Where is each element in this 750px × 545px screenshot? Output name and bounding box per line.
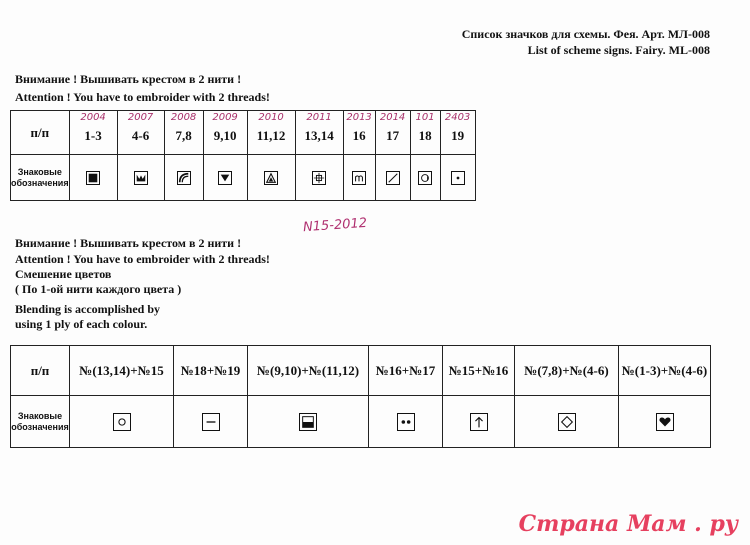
- column-number-cell: [164, 111, 203, 155]
- blend-label-cell: №(13,14)+№15: [70, 346, 174, 396]
- tulip-icon: [134, 171, 148, 185]
- number-label: 18: [418, 127, 432, 143]
- two-dots-icon: [397, 413, 415, 431]
- symbol-cell: [369, 396, 443, 448]
- blend-en-1: Blending is accomplished by: [15, 302, 161, 316]
- symbol-cell: [70, 396, 174, 448]
- blend-table: [10, 345, 711, 448]
- blend-ru-note: ( По 1-ой нити каждого цвета ): [15, 282, 182, 296]
- up-arrow-icon: [470, 413, 488, 431]
- symbol-cell: [515, 396, 619, 448]
- blend-ru: Смешение цветов: [15, 267, 112, 281]
- filled-square-icon: [86, 171, 100, 185]
- half-filled-square-icon: [299, 413, 317, 431]
- symbol-cell: [117, 155, 164, 201]
- up-triangle-icon: [264, 171, 278, 185]
- column-number-cell: [203, 111, 247, 155]
- symbol-cell: [375, 155, 410, 201]
- symbol-cell: [443, 396, 515, 448]
- handwritten-code: 2007: [127, 112, 154, 123]
- row-header-cell: п/п: [11, 346, 70, 396]
- warning-en-1: Attention ! You have to embroider with 2 threads!: [15, 90, 270, 104]
- column-number-cell: [247, 111, 295, 155]
- header-title-en: List of scheme signs. Fairy. ML-008: [527, 43, 710, 57]
- blend-label-cell: №15+№16: [443, 346, 515, 396]
- column-number-cell: [295, 111, 343, 155]
- warning-ru-1: Внимание ! Вышивать крестом в 2 нити !: [15, 72, 242, 86]
- number-label: 9,10: [213, 127, 237, 143]
- at-sign-icon: [418, 171, 432, 185]
- letter-m-icon: [352, 171, 366, 185]
- minus-icon: [202, 413, 220, 431]
- handwritten-code: 2403: [444, 112, 471, 123]
- handwritten-code: 2004: [80, 112, 106, 123]
- row-header-cell: п/п: [11, 111, 70, 155]
- handwritten-code: 2009: [212, 112, 238, 123]
- dot-icon: [451, 171, 465, 185]
- symbol-cell: [295, 155, 343, 201]
- header-title-ru: Список значков для схемы. Фея. Арт. МЛ-008: [461, 27, 710, 41]
- handwritten-code: 2013: [346, 112, 372, 123]
- column-number-cell: [117, 111, 164, 155]
- symbol-cell: [248, 396, 369, 448]
- blend-label-cell: №(7,8)+№(4-6): [515, 346, 619, 396]
- quarter-arc-icon: [177, 171, 191, 185]
- number-label: 19: [451, 127, 465, 143]
- symbol-cell: [69, 155, 117, 201]
- number-label: 11,12: [256, 127, 286, 143]
- symbol-cell: [619, 396, 711, 448]
- symbol-cell: [203, 155, 247, 201]
- handwritten-code: 101: [415, 112, 435, 123]
- blend-en-2: using 1 ply of each colour.: [15, 317, 148, 331]
- handwritten-code: 2011: [306, 112, 332, 123]
- symbol-label-cell: Знаковые обозначения: [11, 155, 70, 201]
- number-label: 7,8: [175, 127, 192, 143]
- down-triangle-icon: [218, 171, 232, 185]
- column-number-cell: [69, 111, 117, 155]
- diamond-icon: [558, 413, 576, 431]
- warning-ru-2: Внимание ! Вышивать крестом в 2 нити !: [15, 236, 242, 250]
- circle-icon: [113, 413, 131, 431]
- blend-label-cell: №18+№19: [174, 346, 248, 396]
- blend-label-cell: №(9,10)+№(11,12): [248, 346, 369, 396]
- column-number-cell: [343, 111, 375, 155]
- handwritten-code: 2010: [258, 112, 284, 123]
- number-label: 17: [386, 127, 400, 143]
- column-number-cell: [440, 111, 475, 155]
- number-label: 1-3: [84, 127, 102, 143]
- slash-icon: [386, 171, 400, 185]
- handwritten-code: 2008: [170, 112, 197, 123]
- symbol-cell: [247, 155, 295, 201]
- number-label: 13,14: [304, 127, 334, 143]
- cross-square-icon: [312, 171, 326, 185]
- symbol-label-cell: Знаковые обозначения: [11, 396, 70, 448]
- signs-table: [10, 110, 476, 201]
- document-header: [462, 26, 710, 58]
- symbol-cell: [343, 155, 375, 201]
- number-label: 16: [352, 127, 366, 143]
- symbol-cell: [410, 155, 440, 201]
- symbol-cell: [174, 396, 248, 448]
- symbol-cell: [164, 155, 203, 201]
- blend-label-cell: №(1-3)+№(4-6): [619, 346, 711, 396]
- column-number-cell: [375, 111, 410, 155]
- column-number-cell: [410, 111, 440, 155]
- blend-label-cell: №16+№17: [369, 346, 443, 396]
- handwritten-code: 2014: [379, 112, 406, 123]
- symbol-cell: [440, 155, 475, 201]
- warning-en-2: Attention ! You have to embroider with 2 threads!: [15, 252, 270, 266]
- site-logo: Страна Мам . ру: [518, 511, 738, 537]
- handwritten-note: N15-2012: [302, 215, 368, 236]
- heart-icon: [656, 413, 674, 431]
- number-label: 4-6: [131, 127, 150, 143]
